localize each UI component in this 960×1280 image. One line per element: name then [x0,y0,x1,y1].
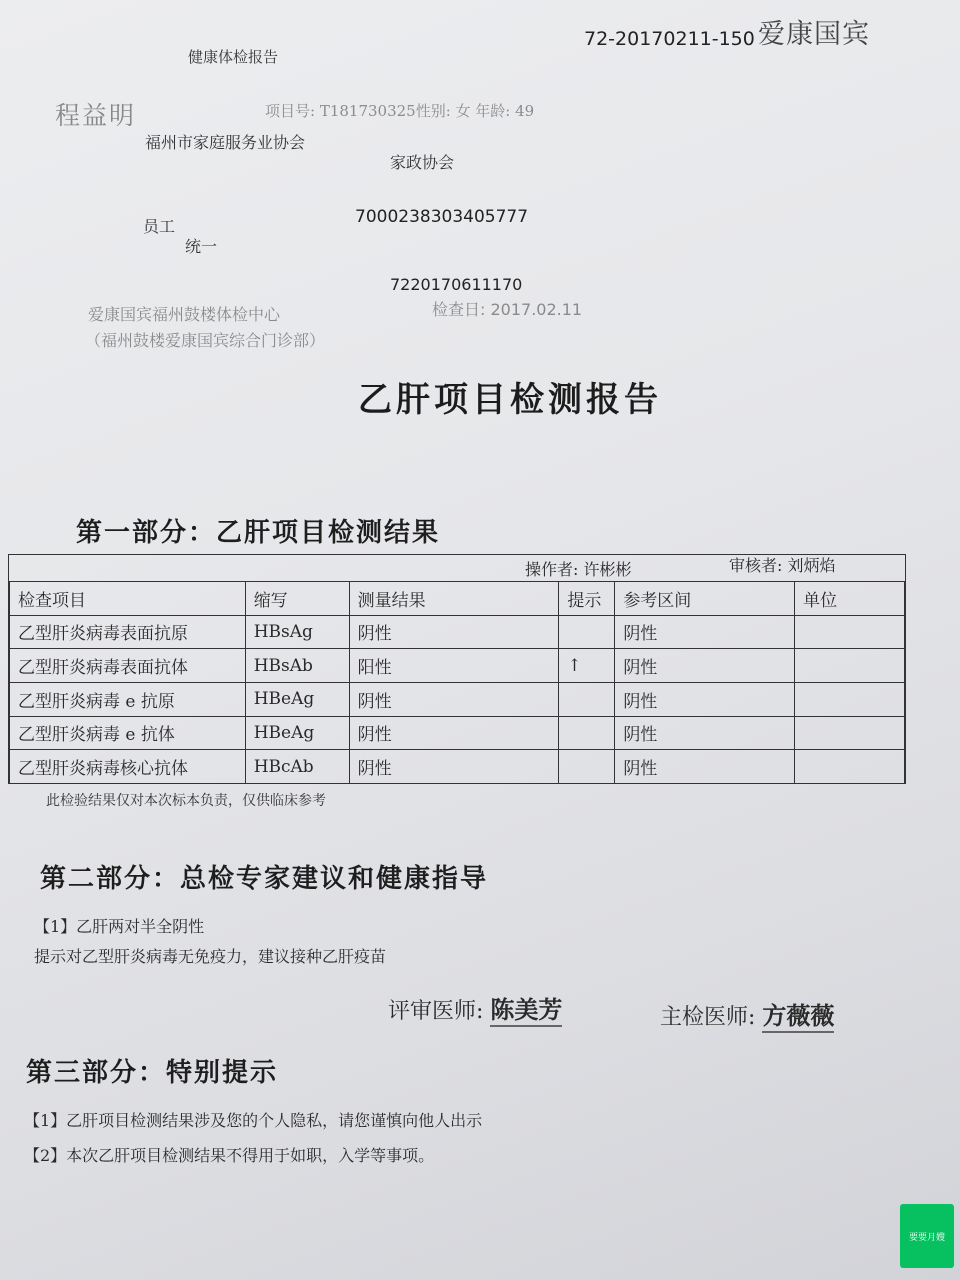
notice-item-1: 【1】乙肝项目检测结果涉及您的个人隐私，请您谨慎向他人出示 [24,1111,483,1130]
report-label: 健康体检报告 [188,48,279,66]
disclaimer: 此检验结果仅对本次标本负责，仅供临床参考 [46,793,326,809]
test-item: 乙型肝炎病毒表面抗原 [10,615,246,649]
test-unit [795,682,905,716]
test-item: 乙型肝炎病毒核心抗体 [10,750,246,784]
chief-doctor-signature: 方薇薇 [762,1001,834,1033]
test-item: 乙型肝炎病毒 e 抗体 [10,716,246,750]
operator-row [9,555,905,581]
staff-label: 员工 [143,217,176,236]
column-header: 参考区间 [615,582,795,616]
test-abbr: HBsAg [245,615,349,649]
test-abbr: HBeAg [245,716,349,750]
section-3-title: 第三部分：特别提示 [26,1058,279,1088]
section-1-title: 第一部分：乙肝项目检测结果 [76,518,441,548]
test-hint [559,682,615,716]
id-number-2: 7220170611170 [390,275,523,294]
test-item: 乙型肝炎病毒表面抗体 [10,649,246,683]
patient-name: 程益明 [55,101,137,130]
section-2-title: 第二部分：总检专家建议和健康指导 [40,864,489,894]
test-ref: 阴性 [615,649,795,683]
page-title: 乙肝项目检测报告 [358,380,662,420]
table-row [10,716,905,750]
chief-doctor [660,996,834,1031]
advice-item-1: 【1】乙肝两对半全阴性 [34,917,205,936]
unified-label: 统一 [185,237,218,256]
organization-line-1: 福州市家庭服务业协会 [145,133,306,152]
test-result: 阴性 [349,615,559,649]
test-ref: 阴性 [615,750,795,784]
column-header: 提示 [559,582,615,616]
reviewing-doctor-label: 评审医师: [388,999,484,1024]
up-arrow-icon: ↑ [559,649,615,683]
test-unit [795,750,905,784]
test-ref: 阴性 [615,682,795,716]
column-header: 检查项目 [10,582,246,616]
test-abbr: HBsAb [245,649,349,683]
reviewer: 审核者: 刘炳焰 [729,556,836,575]
table-header-row [10,582,905,616]
test-hint [559,716,615,750]
column-header: 缩写 [245,582,349,616]
id-number-1: 7000238303405777 [355,207,529,227]
reviewing-doctor-signature: 陈美芳 [490,995,562,1027]
exam-center-name: 爱康国宾福州鼓楼体检中心 [88,305,281,324]
exam-center-clinic: （福州鼓楼爱康国宾综合门诊部） [85,331,326,350]
table-row [10,750,905,784]
test-ref: 阴性 [615,716,795,750]
test-result: 阴性 [349,716,559,750]
table-row [10,615,905,649]
test-hint [559,615,615,649]
table-row [10,682,905,716]
notice-item-2: 【2】本次乙肝项目检测结果不得用于如职，入学等事项。 [24,1146,435,1165]
test-item: 乙型肝炎病毒 e 抗原 [10,682,246,716]
chief-doctor-label: 主检医师: [660,1005,756,1030]
brand-name: 爱康国宾 [758,19,870,50]
organization-line-2: 家政协会 [390,153,455,172]
test-abbr: HBeAg [245,682,349,716]
reviewing-doctor [388,990,562,1025]
advice-item-2: 提示对乙型肝炎病毒无免疫力，建议接种乙肝疫苗 [34,947,387,966]
table-row [10,649,905,683]
operator: 操作者: 许彬彬 [525,560,632,579]
test-hint [559,750,615,784]
test-unit [795,716,905,750]
patient-info: 项目号: T181730325性别: 女 年龄: 49 [265,102,535,120]
app-badge[interactable]: 要要月嫂 [900,1204,954,1268]
test-result: 阴性 [349,750,559,784]
test-result: 阳性 [349,649,559,683]
exam-date: 检查日: 2017.02.11 [432,300,583,319]
report-code: 72-20170211-150 [584,28,755,50]
test-unit [795,615,905,649]
test-unit [795,649,905,683]
result-grid [9,581,905,784]
column-header: 单位 [795,582,905,616]
test-result: 阴性 [349,682,559,716]
result-table [8,554,906,784]
test-ref: 阴性 [615,615,795,649]
column-header: 测量结果 [349,582,559,616]
test-abbr: HBcAb [245,750,349,784]
